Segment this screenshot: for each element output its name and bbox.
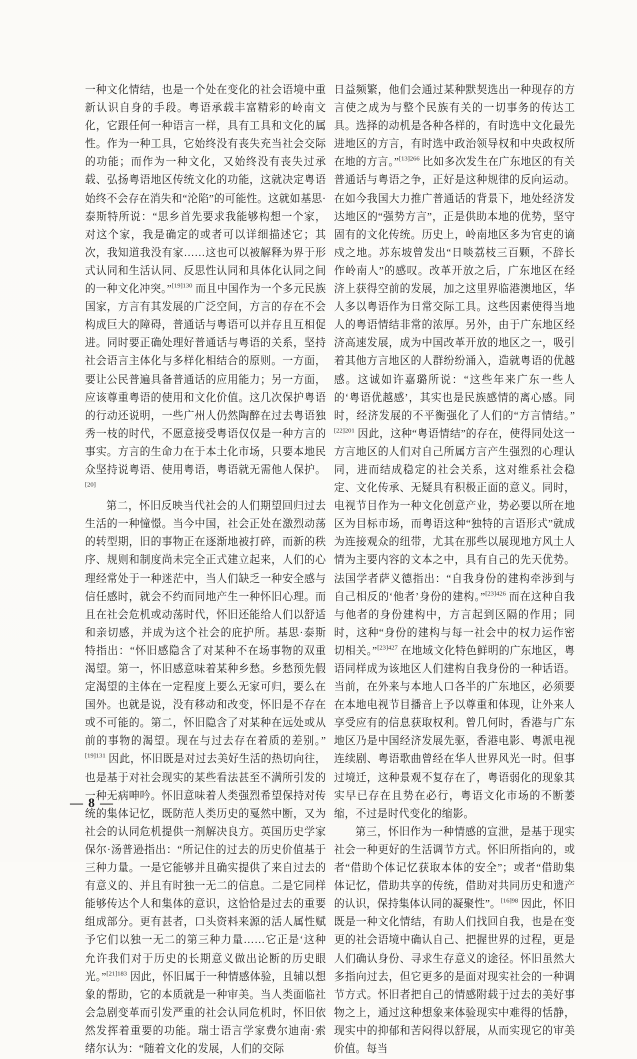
paragraph: 第二，怀旧反映当代社会的人们期望回归过去生活的一种憧憬。当今中国，社会正处在激烈动荡的转型期，旧的事物正在逐渐地被打碎，而新的秩序、规则和制度尚未完全正式建立起来，人们的心理经常处于一种迷茫中，当人们缺乏一种安全感与信任感时，就会不约而同地产生一种怀旧心理。而且在社会危机或动荡时代，怀旧还能给人们以舒适和亲切感，并成为这个社会的庇护所。基思·泰斯特指出：“怀旧感隐含了对某种不在场事物的双重渴望。第一，怀旧感意味着某种乡愁。乡愁预先假定渴望的主体在一定程度上要么无家可归，要么在国外。也就是说，没有移动和改变，怀旧是不存在或不可能的。第二，怀旧隐含了对某种在远处或从前的事物的渴望。现在与过去存在着质的差别。”$^{[19]131}$ 因此，怀旧既是对过去美好生活的热切向往，也是基于对社会现实的某些看法甚至不满所引发的一种无病呻吟。怀旧意味着人类强烈希望保持对传统的集体记忆，既防范人类历史的戛然中断，又为社会的认同危机提供一剂解决良方。英国历史学家保尔·汤普逊指出：“所记住的过去的历史价值基于三种力量。一是它能够并且确实提供了来自过去的有意义的、并且有时独一无二的信息。二是它同样能够传达个人和集体的意识，这恰恰是过去的重要组成部分。更有甚者，口头资料来源的活人属性赋予它们以独一无二的第三种力量……它正是‘这种允许我们对于历史的长期意义做出论断的历史眼光。”$^{[21]183}$ 因此，怀旧属于一种情感体验，且辅以想象的帮助，它的本质就是一种审美。当人类面临社会急剧变革而引发严重的社会认同危机时，怀旧依然发挥着重要的功能。瑞士语言学家费尔迪南·索绪尔认为：“随着文化的发展，人们的交际 (85, 501, 326, 1055)
paragraph: 第三，怀旧作为一种情感的宣泄，是基于现实社会一种更好的生活调节方式。怀旧所指向的，或者“借助个体记忆获取本体的安全”；或者“借助集体记忆，借助共享的传统，借助对共同历史和遗产的认识，保持集体认同的凝聚性”。$^{[16]98}$ 因此，怀旧既是一种文化情结，有助人们找回自我，也是在变更的社会语境中确认自己、把握世界的过程，更是人们确认身份、寻求生存意义的途径。怀旧虽然大多指向过去，但它更多的是面对现实社会的一种调节方式。怀旧者把自己的情感附载于过去的美好事物之上，通过这种想象来体验现实中难得的恬静，现实中的抑郁和苦闷得以舒展，从而实现它的审美价值。每当 (334, 826, 575, 1055)
page-number: — 8 — (70, 795, 114, 810)
two-column-text-area (85, 82, 575, 1059)
citation-superscript: [23]426 (485, 590, 506, 598)
text-column-left (85, 82, 326, 1059)
citation-superscript: [21]183 (106, 970, 127, 978)
paragraph: 日益频繁，他们会通过某种默契选出一种现存的方言使之成为与整个民族有关的一切事务的传达工具。选择的动机是各种各样的，有时选中文化最先进地区的方言，有时选中政治领导权和中央政权所在地的方言。”$^{[13]266}$ 比如多次发生在广东地区的有关普通话与粤语之争，正好是这种规律的反向运动。在如今我国大力推广普通话的背景下，地处经济发达地区的“强势方言”，正是供助本地的优势，坚守固有的文化传统。历史上，岭南地区多为官吏的谪戍之地。苏东坡曾发出“日啖荔枝三百颗，不辞长作岭南人”的感叹。改革开放之后，广东地区在经济上获得空前的发展，加之这里界临港澳地区，华人多以粤语作为日常交际工具。这些因素使得当地人的粤语情结非常的浓厚。另外，由于广东地区经济高速发展，成为中国改革开放的地区之一，吸引着其他方言地区的人群纷纷涌入，造就粤语的优越感。这诚如许嘉璐所说：“这些年来广东一些人的‘粤语优越感’，其实也是民族感情的离心感。同时，经济发展的不平衡强化了人们的“方言情结。”$^{[22]201}$ 因此，这种“粤语情结”的存在，使得同处这一方言地区的人们对自己所属方言产生强烈的心理认同，进而结成稳定的社会关系，这对维系社会稳定、文化传承、无疑具有积极正面的意义。同时，电视节目作为一种文化创意产业，势必要以所在地区为目标市场，而粤语这种“独特的言语形式”就成为连接观众的纽带，尤其在那些以展现地方风土人情为主要内容的文本之中，具有自己的先天优势。法国学者萨义德指出：“自我身份的建构牵涉到与自己相反的‘他者’身份的建构。”$^{[23]426}$ 而在这种自我与他者的身份建构中，方言起到区隔的作用；同时，这种“身份的建构与每一社会中的权力运作密切相关。”$^{[23]427}$ 在地域文化特色鲜明的广东地区，粤语同样成为该地区人们建构自我身份的一种话语。当前，在外来与本地人口各半的广东地区，必须要在本地电视节目播音上予以尊重和体现，让外来人享受应有的信息获取权利。曾几何时，香港与广东地区乃是中国经济发展先驱，香港电影、粤派电视连续剧、粤语歌曲曾经在华人世界风光一时。但事过境迁，这种景观不复存在了，粤语弱化的现象其实早已存在且势在必行，粤语文化市场的不断萎缩，不过是时代变化的缩影。 (334, 85, 575, 820)
citation-superscript: [19]130 (171, 282, 193, 290)
citation-superscript: [19]131 (85, 752, 106, 760)
paragraph: 一种文化情结，也是一个处在变化的社会语境中重新认识自身的手段。粤语承载丰富精彩的岭南文化，它跟任何一种语言一样，具有工具和文化的属性。作为一种工具，它始终没有丧失充当社会交际的功能；而作为一种文化，又始终没有丧失过承载、弘扬粤语地区传统文化的功能，这就决定粤语始终不会存在消失和“沦陷”的可能性。这就如基思·泰斯特所说：“思乡首先要求我能够构想一个家，对这个家，我是确定的或者可以详细描述它；其次，我知道我没有家……这也可以被解释为界于形式认同和生活认同、反思性认同和具体化认同之间的一种文化冲突。”$^{[19]130}$ 而且中国作为一个多元民族国家，方言有其发展的广泛空间，方言的存在不会构成巨大的障碍，普通话与粤语可以并存且互相促进。同时要正确处理好普通话与粤语的关系，坚持社会语言主体化与多样化相结合的原则。一方面，要让公民普遍具备普通话的应用能力；另一方面，应该尊重粤语的使用和文化价值。这几次保护粤语的行动还说明，一些广州人仍然陶醉在过去粤语独秀一枝的时代，不愿意接受粤语仅仅是一种方言的事实。方言的生命力在于本土化市场，只要本地民众坚持说粤语、使用粤语，粤语就无需他人保护。[20] (85, 85, 327, 489)
citation-superscript: [13]266 (398, 155, 420, 163)
text-column-right (334, 82, 575, 1059)
citation-superscript: [16]98 (500, 897, 519, 905)
citation-superscript: [23]427 (377, 644, 398, 652)
citation-superscript: [20] (85, 481, 96, 489)
citation-superscript: [22]201 (334, 427, 355, 435)
